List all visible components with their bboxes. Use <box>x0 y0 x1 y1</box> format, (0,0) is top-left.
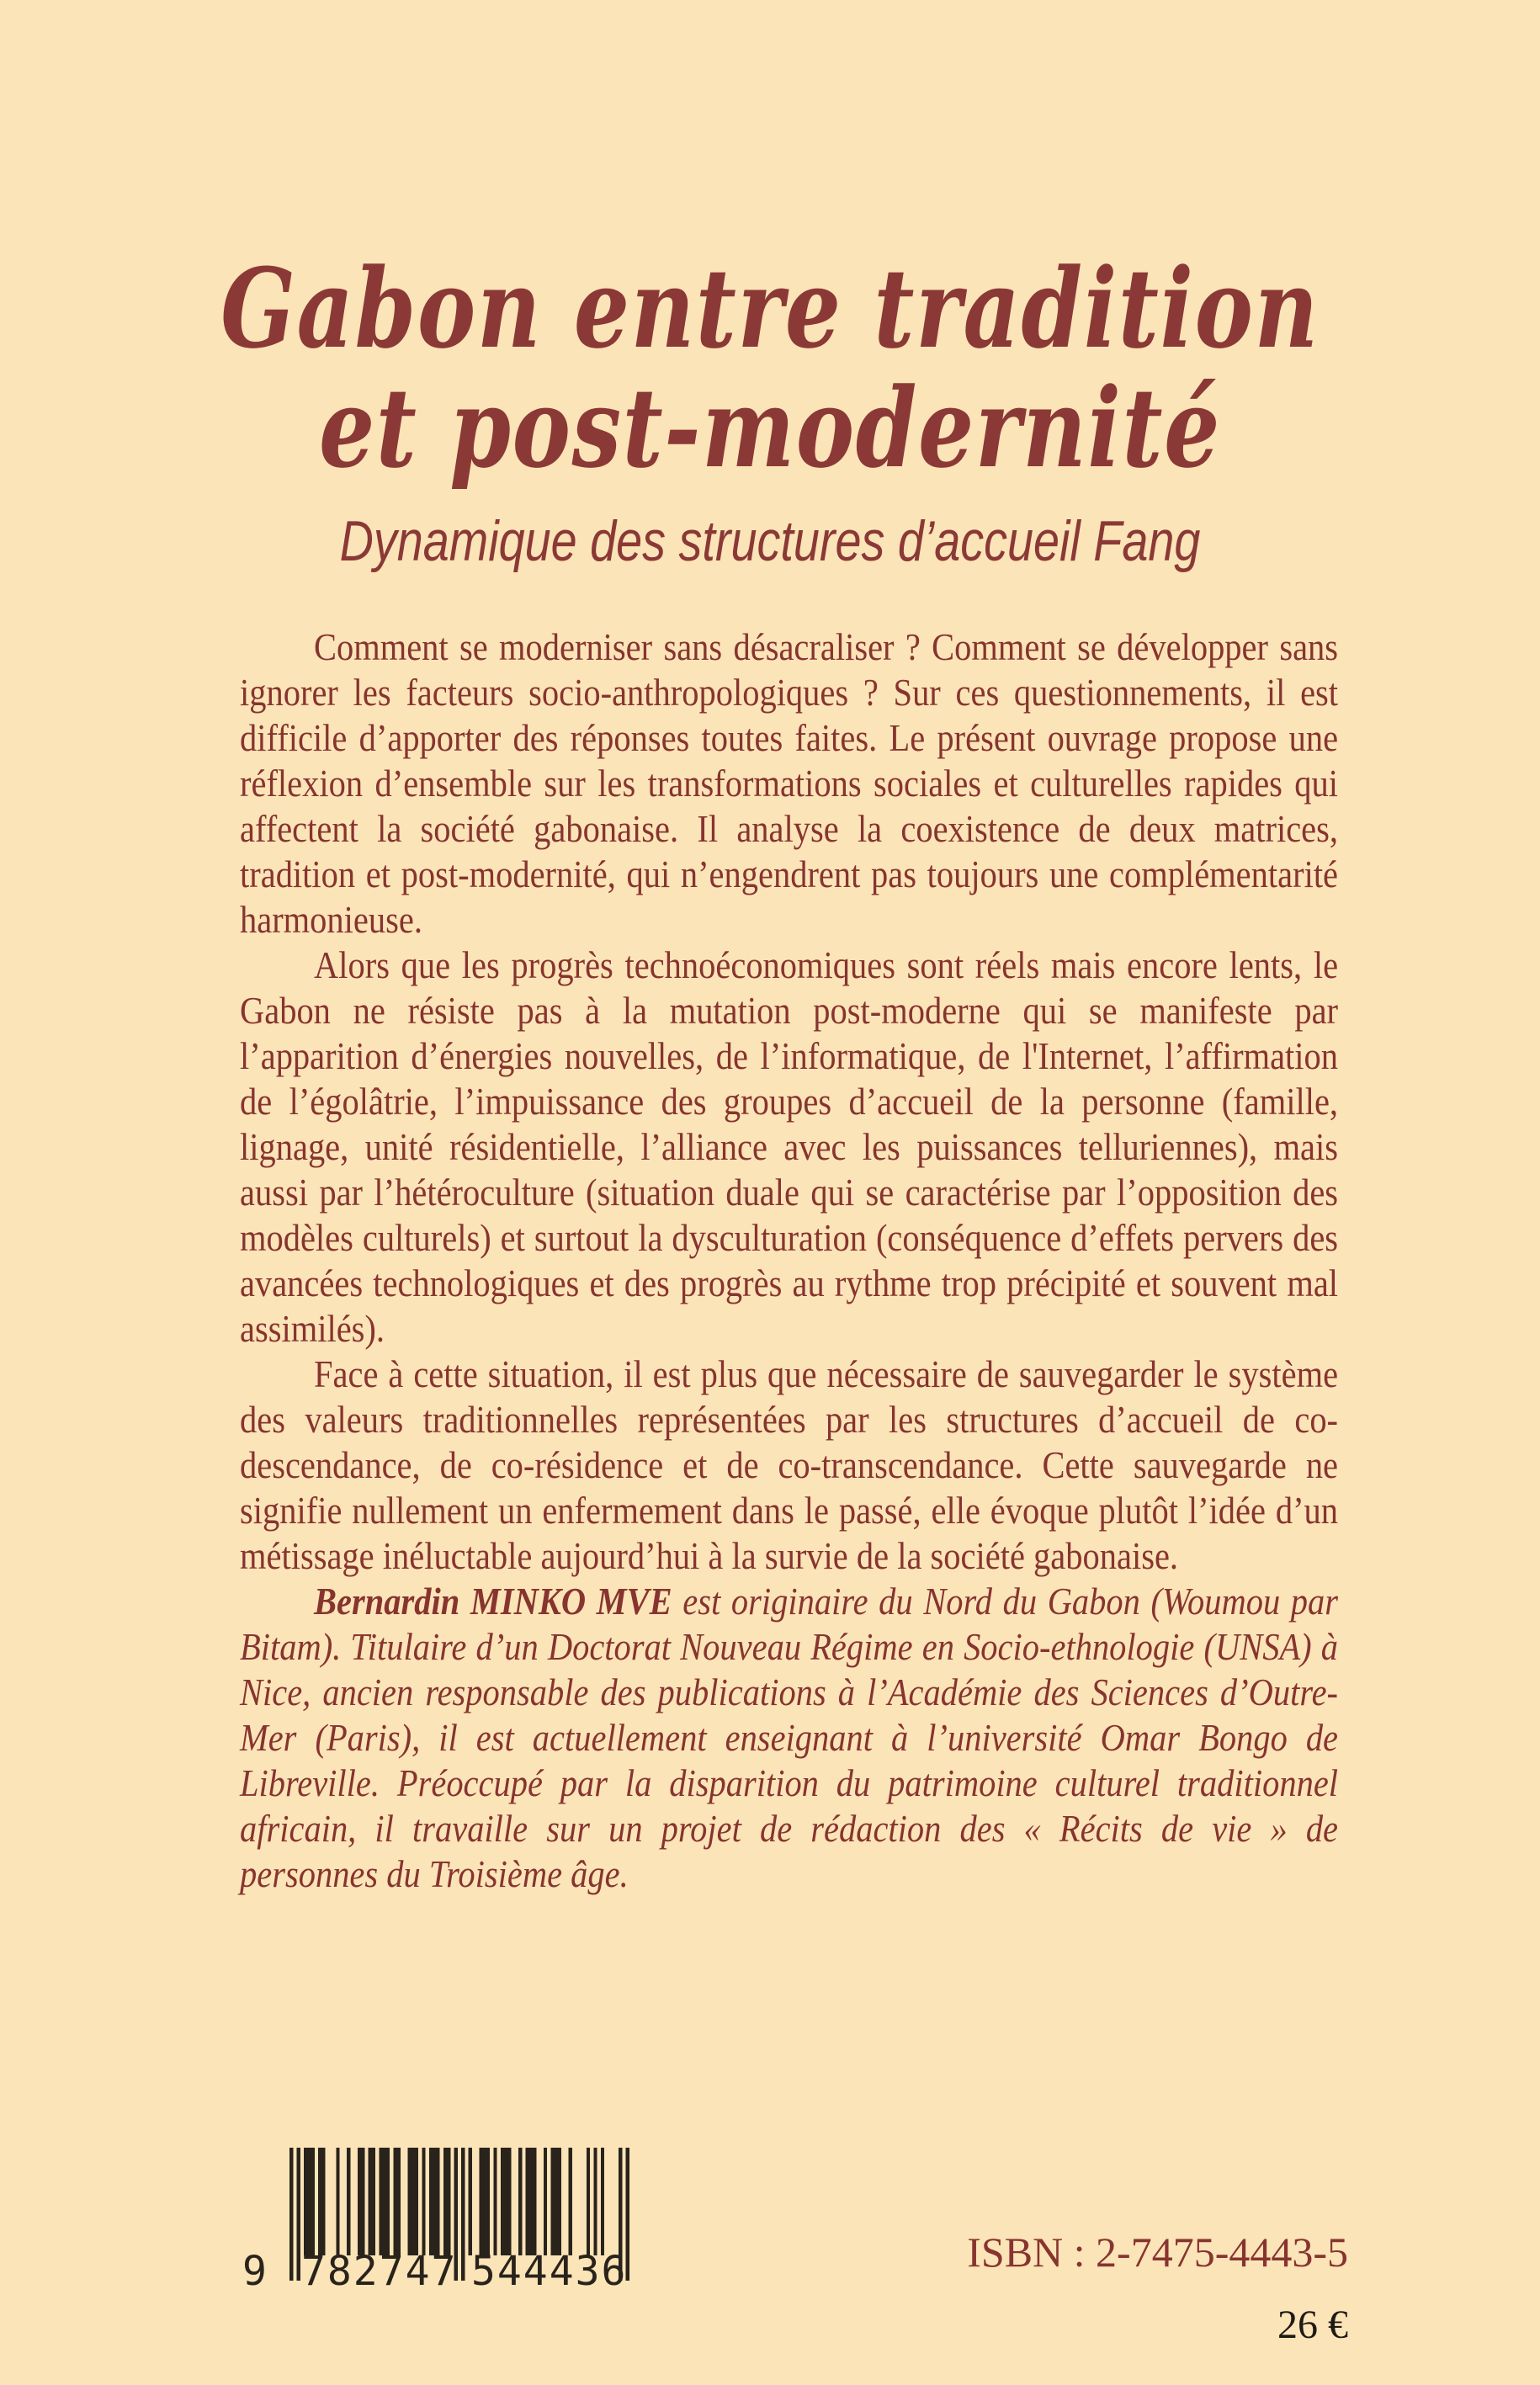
barcode-digit-lead: 9 <box>242 2248 267 2295</box>
book-title-line2: et post-modernité <box>319 364 1221 492</box>
title-block <box>154 244 1386 492</box>
barcode <box>242 2148 629 2295</box>
barcode-digit-group2: 544436 <box>471 2248 628 2295</box>
author-bio-text: est originaire du Nord du Gabon (Woumou par Bitam). Titulaire d’un Doctorat Nouveau Régime en Socio-ethnologie (UNSA) à Nice, ancien responsable des publications à l’Académie des Sciences d’Outre-Mer (Paris), il est actuellement enseignant à l’université Omar Bongo de Libreville. Préoccupé par la disparition du patrimoine culturel traditionnel africain, il travaille sur un projet de rédaction des « Récits de vie » de personnes du Troisième âge. <box>240 1580 1339 1895</box>
synopsis-paragraph-1: Comment se moderniser sans désacraliser ? Comment se développer sans ignorer les facteurs socio-anthropologiques ? Sur ces questionnements, il est difficile d’apporter des réponses toutes faites. Le présent ouvrage propose une réflexion d’ensemble sur les transformations sociales et culturelles rapides qui affectent la société gabonaise. Il analyse la coexistence de deux matrices, tradition et post-modernité, qui n’engendrent pas toujours une complémentarité harmonieuse. <box>240 625 1339 941</box>
barcode-digits <box>242 2248 629 2295</box>
book-title-line1: Gabon entre tradition <box>220 244 1320 373</box>
isbn-text: ISBN : 2-7475-4443-5 <box>967 2228 1348 2276</box>
barcode-digit-group1: 782747 <box>301 2248 458 2295</box>
book-subtitle: Dynamique des structures d’accueil Fang <box>339 509 1201 573</box>
synopsis-paragraph-3: Face à cette situation, il est plus que nécessaire de sauvegarder le système des valeurs traditionnelles représentées par les structures d’accueil de co-descendance, de co-résidence et de co-transcendance. Cette sauvegarde ne signifie nullement un enfermement dans le passé, elle évoque plutôt l’idée d’un métissage inéluctable aujourd’hui à la survie de la société gabonaise. <box>240 1352 1339 1577</box>
author-bio <box>240 1579 1338 1897</box>
synopsis <box>240 624 1338 1897</box>
synopsis-paragraph-2: Alors que les progrès technoéconomiques sont réels mais encore lents, le Gabon ne résiste pas à la mutation post-moderne qui se manifeste par l’apparition d’énergies nouvelles, de l’informatique, de l'Internet, l’affirmation de l’égolâtrie, l’impuissance des groupes d’accueil de la personne (famille, lignage, unité résidentielle, l’alliance avec les puissances telluriennes), mais aussi par l’hétéroculture (situation duale qui se caractérise par l’opposition des modèles culturels) et surtout la dysculturation (conséquence d’effets pervers des avancées technologiques et des progrès au rythme trop précipité et souvent mal assimilés). <box>240 943 1339 1350</box>
price-text: 26 € <box>1277 2303 1348 2347</box>
author-name: Bernardin MINKO MVE <box>314 1580 672 1623</box>
